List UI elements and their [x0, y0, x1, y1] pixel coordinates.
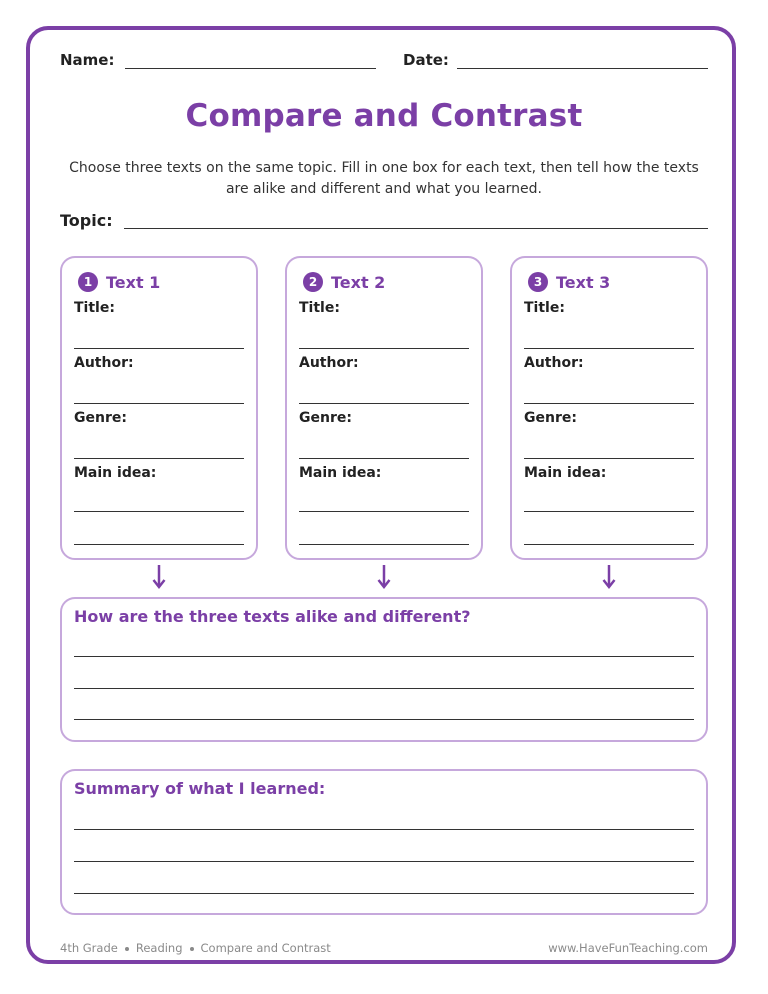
arrow-down-icon [377, 564, 391, 590]
main-idea-line-2[interactable] [524, 544, 694, 545]
main-idea-field-label: Main idea: [74, 465, 157, 481]
genre-field-label: Genre: [524, 410, 577, 426]
title-line[interactable] [299, 348, 469, 349]
footer-topic: Compare and Contrast [200, 941, 331, 955]
text-box-header [78, 272, 160, 292]
topic-line[interactable] [124, 228, 708, 229]
answer-line-3[interactable] [74, 719, 694, 720]
bullet-dot [190, 947, 194, 951]
text-box-3 [510, 256, 708, 560]
genre-field-label: Genre: [299, 410, 352, 426]
instructions-text: Choose three texts on the same topic. Fill in one box for each text, then tell how the texts are alike and different and what you learned. [69, 160, 699, 197]
number-badge: 1 [78, 272, 98, 292]
text-box-title: Text 3 [556, 272, 611, 292]
date-label: Date: [403, 51, 449, 69]
genre-line[interactable] [524, 458, 694, 459]
title-field-label: Title: [74, 300, 115, 316]
main-idea-line-2[interactable] [74, 544, 244, 545]
author-field-label: Author: [74, 355, 134, 371]
name-line[interactable] [125, 68, 376, 69]
arrow-down-icon [602, 564, 616, 590]
summary-box [60, 769, 708, 915]
alike-different-title: How are the three texts alike and different? [74, 607, 471, 626]
author-field-label: Author: [299, 355, 359, 371]
text-box-header [528, 272, 610, 292]
text-box-header [303, 272, 385, 292]
arrow-down-icon [152, 564, 166, 590]
author-line[interactable] [524, 403, 694, 404]
text-box-title: Text 2 [331, 272, 386, 292]
alike-different-box [60, 597, 708, 742]
author-line[interactable] [74, 403, 244, 404]
footer-grade: 4th Grade [60, 941, 118, 955]
title-field-label: Title: [524, 300, 565, 316]
page-title: Compare and Contrast [185, 98, 583, 134]
footer-website: www.HaveFunTeaching.com [548, 941, 708, 955]
summary-line-1[interactable] [74, 829, 694, 830]
main-idea-line-1[interactable] [299, 511, 469, 512]
text-box-1 [60, 256, 258, 560]
topic-label: Topic: [60, 211, 113, 230]
title-field-label: Title: [299, 300, 340, 316]
footer-breadcrumb [60, 941, 331, 955]
summary-line-3[interactable] [74, 893, 694, 894]
answer-line-1[interactable] [74, 656, 694, 657]
text-box-2 [285, 256, 483, 560]
text-box-title: Text 1 [106, 272, 161, 292]
main-idea-field-label: Main idea: [524, 465, 607, 481]
title-line[interactable] [74, 348, 244, 349]
genre-line[interactable] [299, 458, 469, 459]
footer-subject: Reading [135, 941, 183, 955]
number-badge: 2 [303, 272, 323, 292]
author-field-label: Author: [524, 355, 584, 371]
author-line[interactable] [299, 403, 469, 404]
summary-line-2[interactable] [74, 861, 694, 862]
answer-line-2[interactable] [74, 688, 694, 689]
main-idea-line-2[interactable] [299, 544, 469, 545]
genre-field-label: Genre: [74, 410, 127, 426]
main-idea-line-1[interactable] [524, 511, 694, 512]
date-line[interactable] [457, 68, 708, 69]
title-line[interactable] [524, 348, 694, 349]
main-idea-line-1[interactable] [74, 511, 244, 512]
bullet-dot [125, 947, 129, 951]
main-idea-field-label: Main idea: [299, 465, 382, 481]
genre-line[interactable] [74, 458, 244, 459]
name-label: Name: [60, 51, 115, 69]
summary-title: Summary of what I learned: [74, 779, 326, 798]
number-badge: 3 [528, 272, 548, 292]
